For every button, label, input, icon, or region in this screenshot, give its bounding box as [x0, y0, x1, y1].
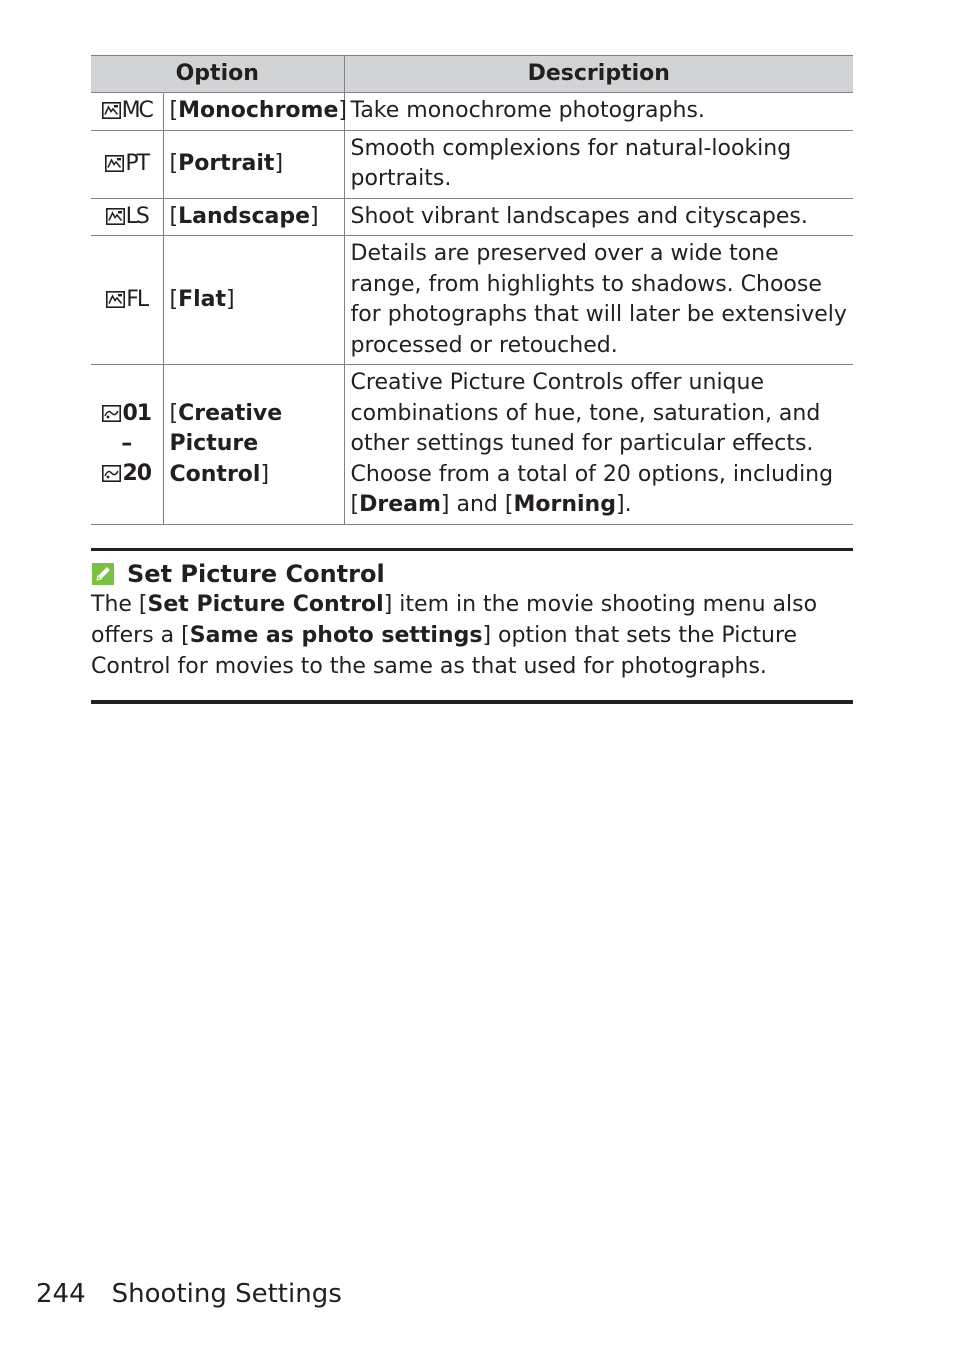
- option-description: Details are preserved over a wide tone range, from highlights to shadows. Choose for photographs that will later be extensively processed or retouched.: [344, 236, 853, 365]
- table-row-flat: FL [Flat] Details are preserved over a wide tone range, from highlights to shadows. Choose for photographs that will later be extensively processed or retouched.: [91, 236, 853, 365]
- table-row-portrait: PT [Portrait] Smooth complexions for natural-looking portraits.: [91, 130, 853, 198]
- picture-control-icon: LS: [106, 202, 148, 232]
- option-name: Portrait: [178, 150, 275, 176]
- table-row-landscape: LS [Landscape] Shoot vibrant landscapes and cityscapes.: [91, 198, 853, 236]
- picture-control-icon: PT: [105, 149, 148, 179]
- option-name: Monochrome: [178, 98, 339, 123]
- description-column-header: Description: [344, 56, 853, 93]
- table-row-creative-picture-control: 01 – 20 [Creative Picture Control] Creative Picture Controls offer unique combinations of hue, tone, saturation, and other settings tuned for particular effects. Choose from a total of 20 options, including [Dream] and [Morning].: [91, 365, 853, 525]
- creative-picture-control-icon: 01: [102, 399, 151, 429]
- option-name: Creative Picture Control: [169, 400, 283, 487]
- picture-control-options-table: [91, 55, 853, 525]
- picture-control-icon: FL: [106, 285, 147, 315]
- range-dash: –: [121, 431, 133, 457]
- note-title: Set Picture Control: [127, 560, 385, 588]
- option-column-header: Option: [91, 56, 344, 93]
- pencil-note-icon: [91, 562, 115, 586]
- table-header-row: [91, 56, 853, 93]
- page-footer: [36, 1276, 342, 1312]
- note-body: The [Set Picture Control] item in the movie shooting menu also offers a [Same as photo settings] option that sets the Picture Control for movies to the same as that used for photographs.: [91, 592, 818, 679]
- option-name: Landscape: [178, 203, 311, 229]
- menu-item-name: Set Picture Control: [147, 592, 384, 617]
- note-heading: [91, 559, 385, 589]
- note-box: [91, 548, 853, 704]
- menu-option-name: Same as photo settings: [189, 623, 483, 648]
- option-description: Smooth complexions for natural-looking portraits.: [344, 130, 853, 198]
- page-number: 244: [36, 1279, 86, 1309]
- creative-picture-control-icon: 20: [102, 459, 151, 489]
- picture-control-icon: MC: [102, 96, 152, 126]
- option-name: Flat: [178, 286, 227, 312]
- option-description: Shoot vibrant landscapes and cityscapes.: [344, 198, 853, 236]
- section-title: Shooting Settings: [111, 1279, 342, 1309]
- option-description: Creative Picture Controls offer unique combinations of hue, tone, saturation, and other settings tuned for particular effects. Choose from a total of 20 options, including [Dream] and [Morning].: [344, 365, 853, 525]
- option-description: Take monochrome photographs.: [344, 93, 853, 131]
- table-row-monochrome: MC [Monochrome] Take monochrome photographs.: [91, 93, 853, 131]
